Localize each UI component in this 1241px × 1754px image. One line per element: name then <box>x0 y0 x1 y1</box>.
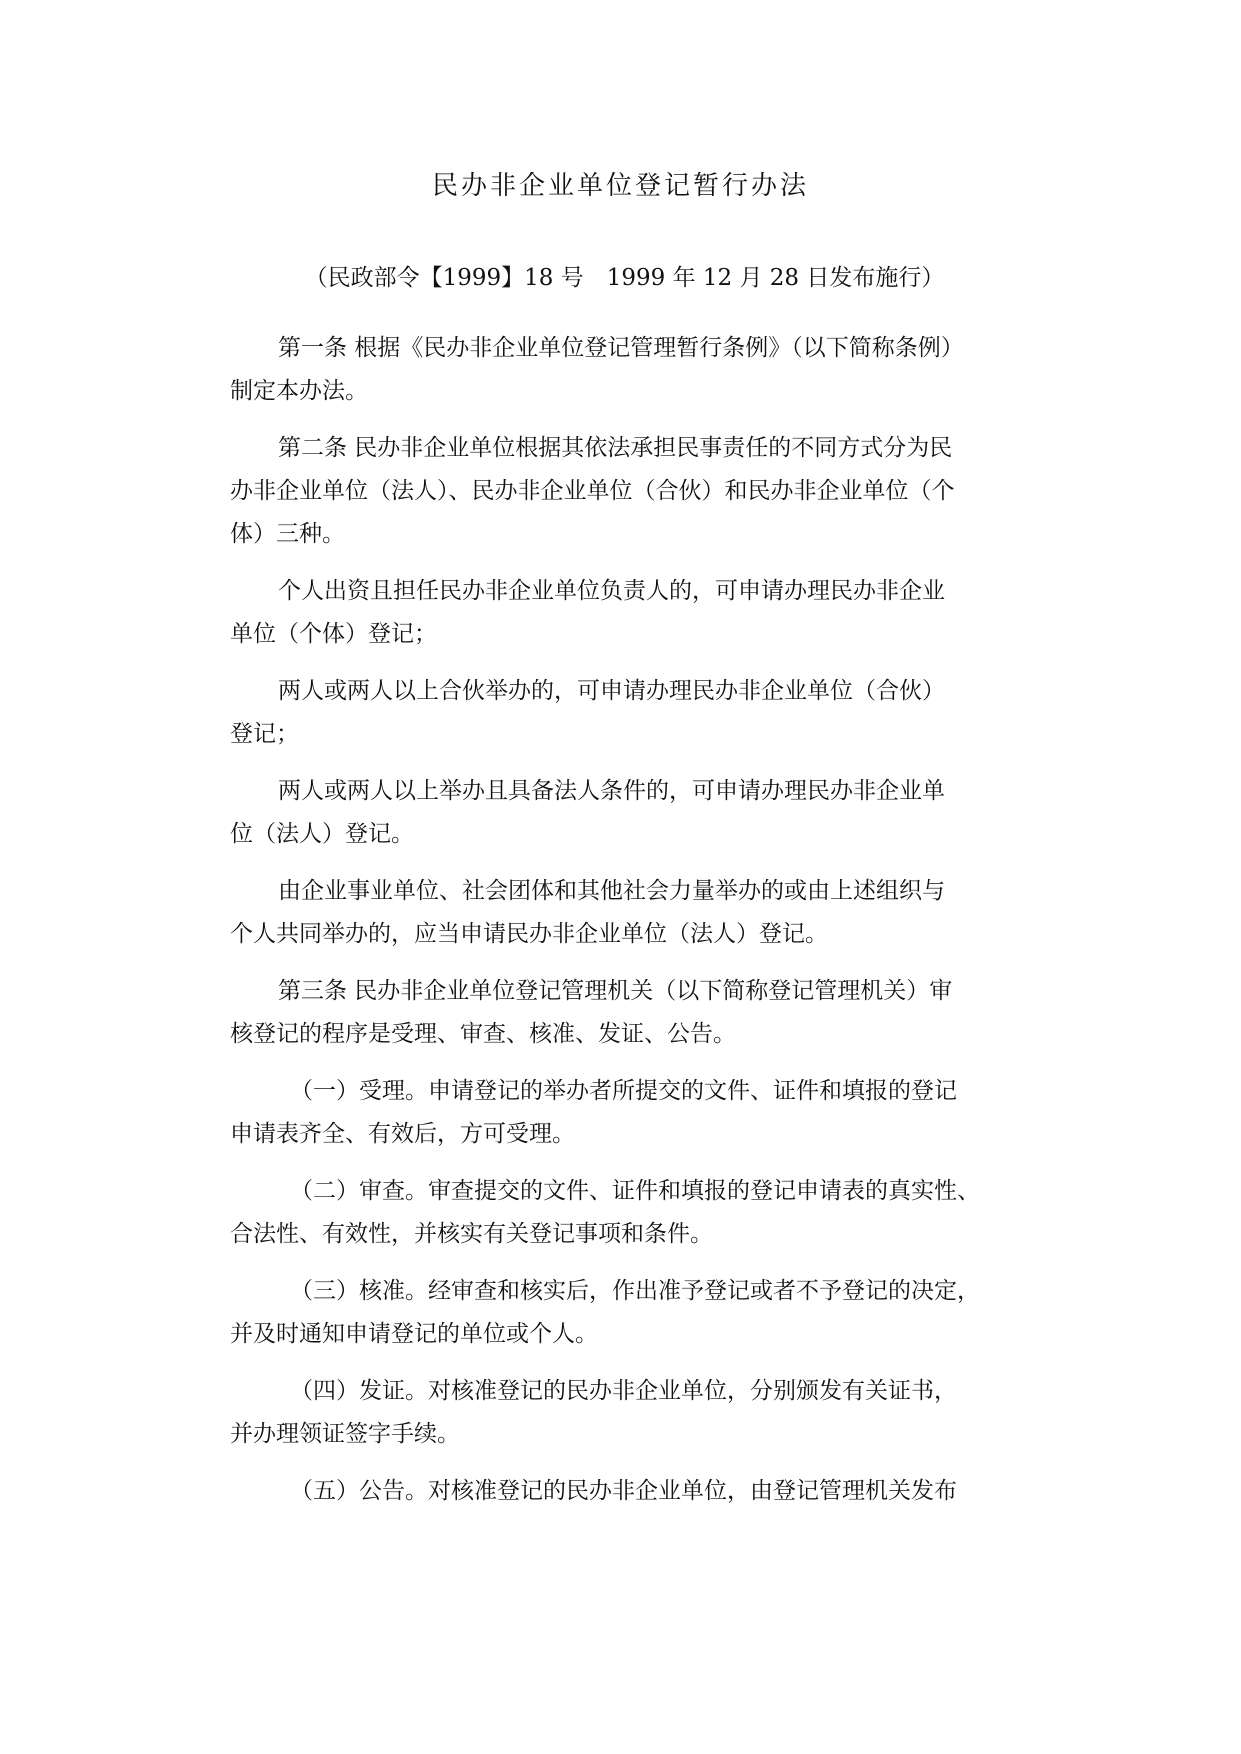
paragraph-line: 办非企业单位（法人）、民办非企业单位（合伙）和民办非企业单位（个 <box>230 478 955 504</box>
legal-person-paragraph <box>230 770 1020 856</box>
paragraph-line: 第二条 民办非企业单位根据其依法承担民事责任的不同方式分为民 <box>278 435 953 461</box>
paragraph-line: 体）三种。 <box>230 521 345 547</box>
paragraph-line: 合法性、有效性，并核实有关登记事项和条件。 <box>230 1221 713 1247</box>
paragraph-line: 单位（个体）登记； <box>230 621 437 647</box>
organizations-paragraph <box>230 870 1020 956</box>
document-title: 民办非企业单位登记暂行办法 <box>431 171 809 201</box>
paragraph-line: （一）受理。申请登记的举办者所提交的文件、证件和填报的登记 <box>290 1078 957 1104</box>
step-3-paragraph <box>230 1270 1020 1356</box>
paragraph-line: （三）核准。经审查和核实后，作出准予登记或者不予登记的决定， <box>290 1278 980 1304</box>
step-2-paragraph <box>230 1170 1020 1256</box>
article-3-paragraph <box>230 970 1020 1056</box>
paragraph-line: 第三条 民办非企业单位登记管理机关（以下简称登记管理机关）审 <box>278 978 953 1004</box>
paragraph-line: 第一条 根据《民办非企业单位登记管理暂行条例》（以下简称条例） <box>278 335 964 361</box>
paragraph-line: 登记； <box>230 721 299 747</box>
step-1-paragraph <box>230 1070 1020 1156</box>
article-2-paragraph <box>230 427 1020 556</box>
paragraph-line: 申请表齐全、有效后，方可受理。 <box>230 1121 575 1147</box>
paragraph-line: 由企业事业单位、社会团体和其他社会力量举办的或由上述组织与 <box>278 878 945 904</box>
individual-paragraph <box>230 570 1020 656</box>
step-4-paragraph <box>230 1370 1020 1456</box>
paragraph-line: 并及时通知申请登记的单位或个人。 <box>230 1321 598 1347</box>
paragraph-line: 个人出资且担任民办非企业单位负责人的，可申请办理民办非企业 <box>278 578 945 604</box>
paragraph-line: 制定本办法。 <box>230 378 368 404</box>
paragraph-line: （五）公告。对核准登记的民办非企业单位，由登记管理机关发布 <box>290 1478 957 1504</box>
paragraph-line: （四）发证。对核准登记的民办非企业单位，分别颁发有关证书， <box>290 1378 957 1404</box>
step-5-paragraph <box>230 1470 1020 1513</box>
article-1-paragraph <box>230 327 1020 413</box>
document-subtitle: （民政部令【1999】18 号 1999 年 12 月 28 日发布施行） <box>304 265 945 291</box>
paragraph-line: 个人共同举办的，应当申请民办非企业单位（法人）登记。 <box>230 921 828 947</box>
paragraph-line: 核登记的程序是受理、审查、核准、发证、公告。 <box>230 1021 736 1047</box>
paragraph-line: （二）审查。审查提交的文件、证件和填报的登记申请表的真实性、 <box>290 1178 980 1204</box>
paragraph-line: 并办理领证签字手续。 <box>230 1421 460 1447</box>
paragraph-line: 两人或两人以上举办且具备法人条件的，可申请办理民办非企业单 <box>278 778 945 804</box>
partnership-paragraph <box>230 670 1020 756</box>
paragraph-line: 两人或两人以上合伙举办的，可申请办理民办非企业单位（合伙） <box>278 678 945 704</box>
paragraph-line: 位（法人）登记。 <box>230 821 414 847</box>
